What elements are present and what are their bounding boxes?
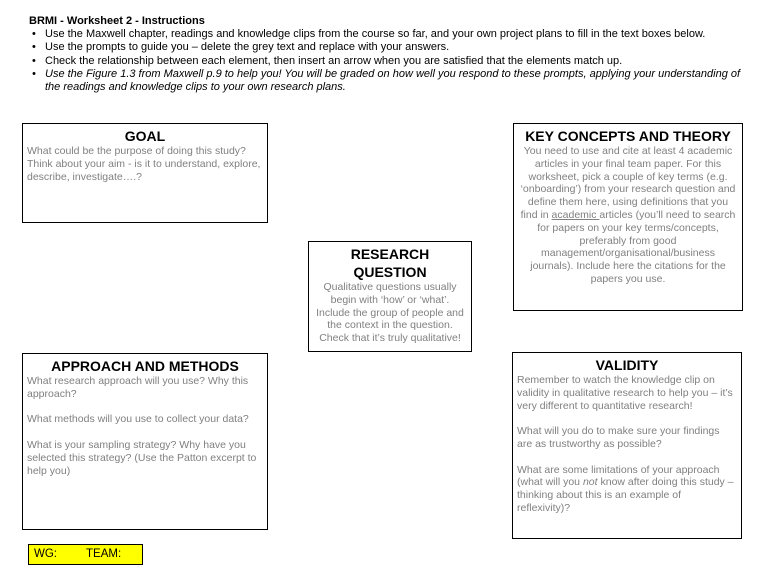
validity-prompt-paragraph: What will you do to make sure your findings are as trustworthy as possible? bbox=[517, 425, 720, 450]
approach-methods-prompt bbox=[27, 375, 263, 477]
validity-text-box[interactable] bbox=[512, 352, 742, 539]
approach-methods-text-box[interactable] bbox=[22, 353, 268, 530]
approach-prompt-paragraph: What is your sampling strategy? Why have you selected this strategy? (Use the Patton excerpt to help you) bbox=[27, 438, 257, 477]
team-label-box[interactable] bbox=[28, 544, 143, 565]
validity-heading: VALIDITY bbox=[595, 357, 659, 373]
instruction-item: • Check the relationship between each element, then insert an arrow when you are satisfied that the elements match up. bbox=[45, 55, 754, 68]
research-question-heading: RESEARCH QUESTION bbox=[350, 246, 430, 280]
key-concepts-heading: KEY CONCEPTS AND THEORY bbox=[525, 128, 731, 144]
team-label: TEAM: bbox=[86, 548, 122, 560]
key-concepts-underlined-word: academic bbox=[551, 208, 600, 221]
goal-text-box[interactable] bbox=[22, 123, 268, 223]
approach-prompt-paragraph: What methods will you use to collect your data? bbox=[27, 413, 249, 426]
wg-label: WG: bbox=[34, 548, 57, 560]
research-question-text-box[interactable] bbox=[308, 241, 472, 352]
validity-prompt-paragraph bbox=[517, 464, 737, 515]
approach-methods-heading: APPROACH AND METHODS bbox=[51, 358, 239, 374]
instruction-item: • Use the Figure 1.3 from Maxwell p.9 to help you! You will be graded on how well you respond to these prompts, applying your understanding of the readings and knowledge clips to your own research plans. bbox=[45, 68, 754, 94]
instructions-list bbox=[29, 28, 754, 94]
goal-heading: GOAL bbox=[124, 128, 166, 144]
goal-prompt bbox=[27, 145, 263, 183]
goal-prompt-line: Think about your aim - is it to understand, explore, describe, investigate….? bbox=[27, 157, 261, 183]
validity-prompt-paragraph: Remember to watch the knowledge clip on validity in qualitative research to help you – it’s very different to quantitative research! bbox=[517, 374, 733, 412]
key-concepts-prompt bbox=[518, 145, 738, 286]
goal-prompt-line: What could be the purpose of doing this study? bbox=[27, 145, 246, 157]
instructions-header bbox=[29, 15, 754, 94]
key-concepts-text: articles (you’ll need to search for papers on your key terms/concepts, preferably from good management/organisational/business journals). Include here the citations for the papers you use. bbox=[530, 208, 736, 285]
validity-prompt bbox=[517, 374, 737, 515]
approach-prompt-paragraph: What research approach will you use? Why this approach? bbox=[27, 375, 249, 400]
instruction-item: • Use the Maxwell chapter, readings and knowledge clips from the course so far, and your own project plans to fill in the text boxes below. bbox=[45, 28, 754, 41]
research-question-prompt: Qualitative questions usually begin with ‘how’ or ‘what’. Include the group of people and the context in the question. Check that it’s truly qualitative! bbox=[316, 281, 464, 345]
key-concepts-text-box[interactable] bbox=[513, 123, 743, 311]
instruction-item: • Use the prompts to guide you – delete the grey text and replace with your answers. bbox=[45, 41, 754, 54]
worksheet-title: BRMI - Worksheet 2 - Instructions bbox=[29, 15, 205, 27]
validity-text: know after doing this study – thinking about this is an example of reflexivity)? bbox=[517, 476, 734, 514]
validity-text: What are some limitations of your approach (what will you bbox=[517, 463, 720, 489]
validity-emphasis: not bbox=[582, 476, 598, 489]
key-concepts-text: You need to use and cite at least 4 academic articles in your final team paper. For this worksheet, pick a couple of key terms (e.g. ‘onboarding’) from your research question and define them here, using definitions that you find in bbox=[520, 145, 736, 221]
